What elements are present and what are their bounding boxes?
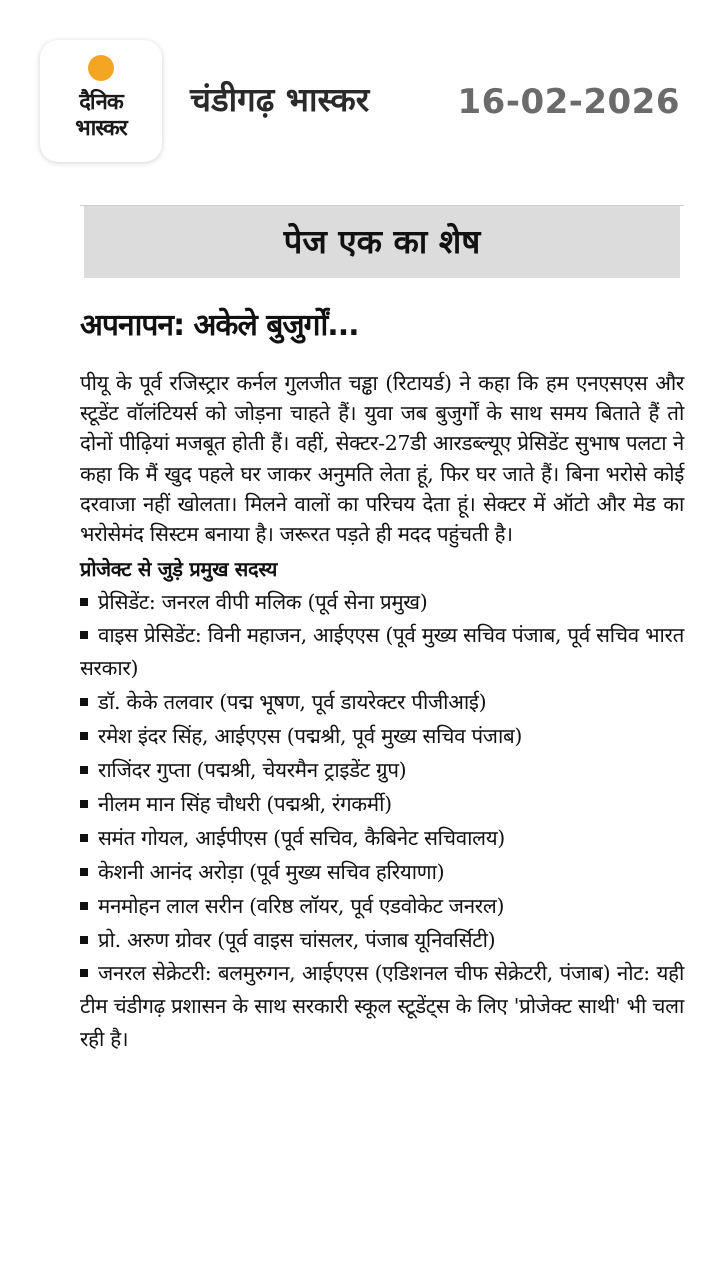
bullet-icon <box>80 834 88 842</box>
article-body <box>80 368 684 1056</box>
member-item: जनरल सेक्रेटरी: बलमुरुगन, आईएएस (एडिशनल चीफ सेक्रेटरी, पंजाब) नोट: यही टीम चंडीगढ़ प्रशासन के साथ सरकारी स्कूल स्टूडेंट्स के लिए 'प्रोजेक्ट साथी' भी चला रही है। <box>80 961 684 1052</box>
member-item: डॉ. केके तलवार (पद्म भूषण, पूर्व डायरेक्टर पीजीआई) <box>80 685 684 719</box>
members-heading: प्रोजेक्ट से जुड़े प्रमुख सदस्य <box>80 557 278 582</box>
edition-date: 16-02-2026 <box>457 82 680 122</box>
edition-name: चंडीगढ़ भास्कर <box>190 80 370 119</box>
members-list <box>80 585 684 1056</box>
bullet-icon <box>80 631 88 639</box>
member-item: राजिंदर गुप्ता (पद्मश्री, चेयरमैन ट्राइडेंट ग्रुप) <box>80 753 684 787</box>
member-item: रमेश इंदर सिंह, आईएएस (पद्मश्री, पूर्व मुख्य सचिव पंजाब) <box>80 719 684 753</box>
bullet-icon <box>80 936 88 944</box>
logo-text-line2: भास्कर <box>75 116 127 141</box>
member-item: नीलम मान सिंह चौधरी (पद्मश्री, रंगकर्मी) <box>80 787 684 821</box>
bullet-icon <box>80 868 88 876</box>
member-item: समंत गोयल, आईपीएस (पूर्व सचिव, कैबिनेट सचिवालय) <box>80 821 684 855</box>
member-item: प्रो. अरुण ग्रोवर (पूर्व वाइस चांसलर, पंजाब यूनिवर्सिटी) <box>80 923 684 957</box>
bullet-icon <box>80 598 88 606</box>
bullet-icon <box>80 766 88 774</box>
bullet-icon <box>80 698 88 706</box>
sun-icon <box>87 54 115 82</box>
article-headline: अपनापन: अकेले बुजुर्गों... <box>80 308 359 343</box>
news-clipping <box>80 205 684 1271</box>
member-item: प्रेसिडेंट: जनरल वीपी मलिक (पूर्व सेना प्रमुख) <box>80 585 684 619</box>
section-banner: पेज एक का शेष <box>84 206 680 278</box>
member-item: वाइस प्रेसिडेंट: विनी महाजन, आईएएस (पूर्व मुख्य सचिव पंजाब, पूर्व सचिव भारत सरकार) <box>80 623 684 681</box>
bullet-icon <box>80 800 88 808</box>
dainik-bhaskar-logo[interactable] <box>40 40 162 162</box>
app-header <box>0 0 716 180</box>
bullet-icon <box>80 732 88 740</box>
member-item: केशनी आनंद अरोड़ा (पूर्व मुख्य सचिव हरियाणा) <box>80 855 684 889</box>
member-item: मनमोहन लाल सरीन (वरिष्ठ लॉयर, पूर्व एडवोकेट जनरल) <box>80 889 684 923</box>
bullet-icon <box>80 902 88 910</box>
article-paragraph: पीयू के पूर्व रजिस्ट्रार कर्नल गुलजीत चड्ढा (रिटायर्ड) ने कहा कि हम एनएसएस और स्टूडेंट वॉलंटियर्स को जोड़ना चाहते हैं। युवा जब बुजुर्गों के साथ समय बिताते हैं तो दोनों पीढ़ियां मजबूत होती हैं। वहीं, सेक्टर-27डी आरडब्ल्यूए प्रेसिडेंट सुभाष पलटा ने कहा कि मैं खुद पहले घर जाकर अनुमति लेता हूं, फिर घर जाते हैं। बिना भरोसे कोई दरवाजा नहीं खोलता। मिलने वालों का परिचय देता हूं। सेक्टर में ऑटो और मेड का भरोसेमंद सिस्टम बनाया है। जरूरत पड़ते ही मदद पहुंचती है। <box>80 371 684 547</box>
bullet-icon <box>80 969 88 977</box>
logo-text-line1: दैनिक <box>79 90 123 115</box>
